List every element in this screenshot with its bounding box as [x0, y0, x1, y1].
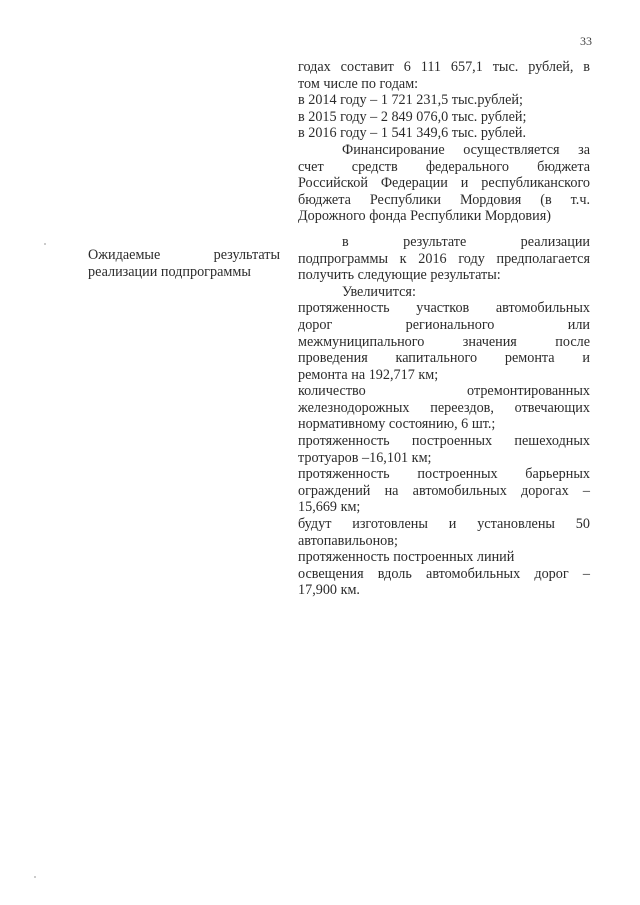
result-line: ремонта на 192,717 км; [298, 366, 439, 383]
result-line: протяженность построенных пешеходных [298, 433, 590, 450]
result-line: автопавильонов; [298, 532, 398, 549]
financing-line: том числе по годам: [298, 75, 419, 92]
expected-results-label [88, 247, 280, 280]
financing-line: в 2015 году – 2 849 076,0 тыс. рублей; [298, 108, 527, 125]
financing-line: в 2016 году – 1 541 349,6 тыс. рублей. [298, 125, 527, 142]
result-line: 15,669 км; [298, 499, 361, 516]
scan-speck [34, 876, 36, 878]
result-line: 17,900 км. [298, 582, 360, 599]
result-line: протяженность построенных барьерных [298, 466, 590, 483]
financing-source-block [298, 142, 590, 225]
result-line: протяженность построенных линий [298, 549, 515, 566]
result-line: проведения капитального ремонта и [298, 350, 590, 367]
financing-block [298, 59, 590, 142]
result-line: межмуниципального значения после [298, 333, 590, 350]
result-line: ограждений на автомобильных дорогах – [298, 482, 590, 499]
expected-results-block [298, 234, 590, 599]
result-line: подпрограммы к 2016 году предполагается [298, 250, 590, 267]
financing-source-line: Финансирование осуществляется за [342, 141, 590, 158]
financing-line: в 2014 году – 1 721 231,5 тыс.рублей; [298, 92, 523, 109]
result-line: железнодорожных переездов, отвечающих [298, 399, 590, 416]
page-number: 33 [580, 34, 592, 48]
right-column [298, 59, 590, 599]
result-line: получить следующие результаты: [298, 267, 501, 284]
financing-source-line: Дорожного фонда Республики Мордовия) [298, 208, 551, 225]
result-line: количество отремонтированных [298, 383, 590, 400]
result-line: Увеличится: [342, 283, 416, 300]
result-line: освещения вдоль автомобильных дорог – [298, 565, 590, 582]
result-line: будут изготовлены и установлены 50 [298, 516, 590, 533]
label-line: реализации подпрограммы [88, 263, 251, 280]
result-line: нормативному состоянию, 6 шт.; [298, 416, 496, 433]
financing-source-line: бюджета Республики Мордовия (в т.ч. [298, 191, 590, 208]
financing-line: годах составит 6 111 657,1 тыс. рублей, в [298, 59, 590, 75]
financing-source-line: счет средств федерального бюджета [298, 158, 590, 175]
result-line: тротуаров –16,101 км; [298, 449, 432, 466]
scan-speck [44, 243, 46, 245]
label-line: Ожидаемые результаты [88, 247, 280, 263]
result-line: в результате реализации [342, 233, 590, 250]
result-line: протяженность участков автомобильных [298, 300, 590, 317]
result-line: дорог регионального или [298, 316, 590, 333]
financing-source-line: Российской Федерации и республиканского [298, 175, 590, 192]
